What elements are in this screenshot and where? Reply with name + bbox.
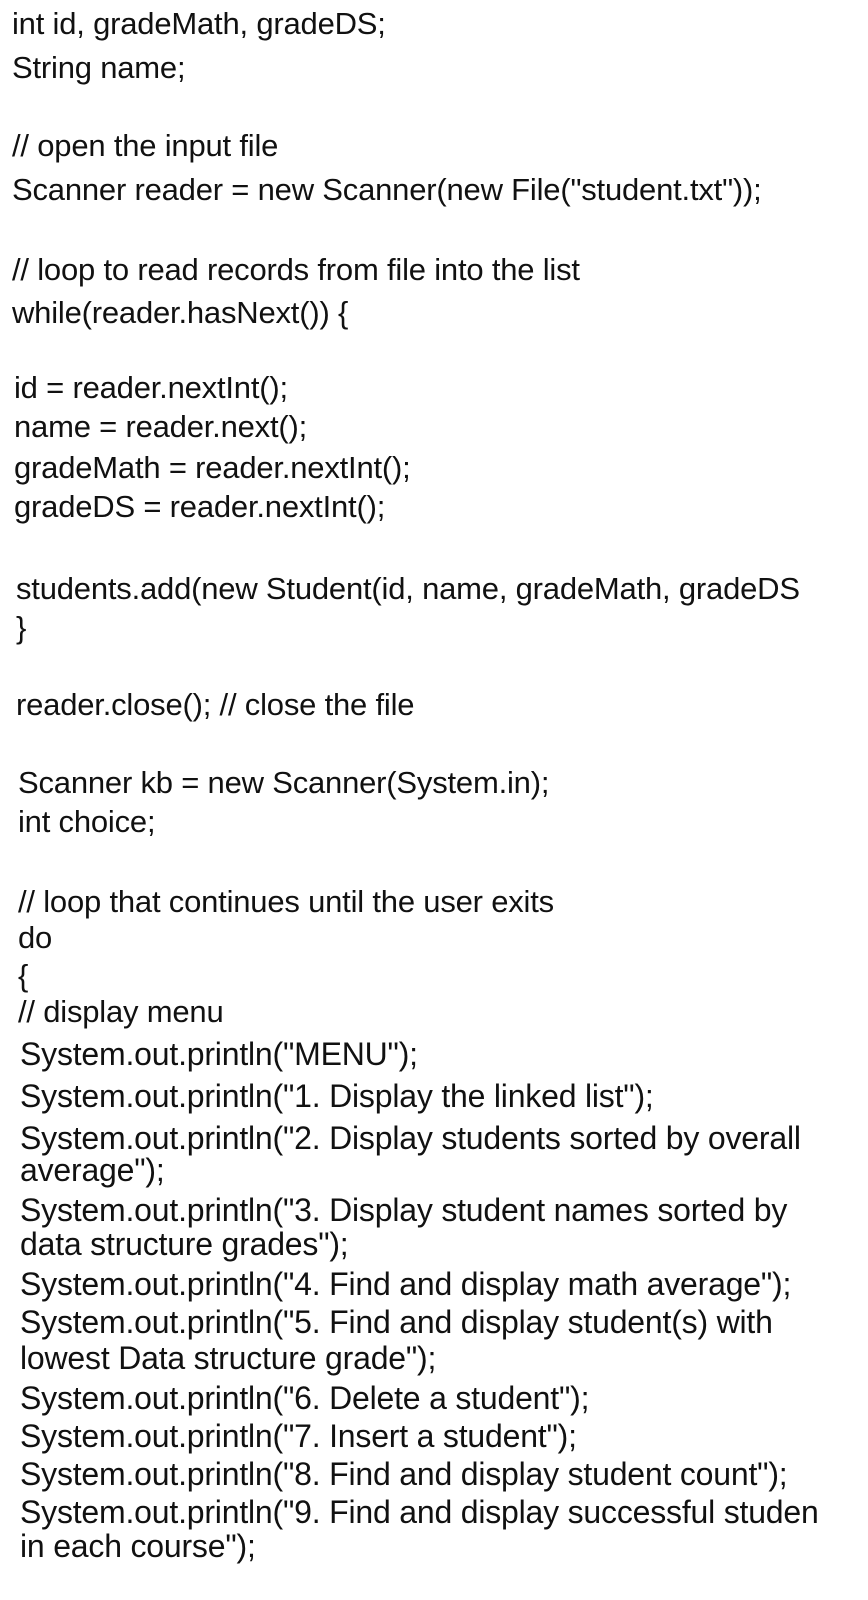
code-line: id = reader.nextInt(); bbox=[14, 370, 288, 405]
code-line: students.add(new Student(id, name, gradeMath, gradeDS bbox=[16, 571, 800, 606]
code-line: { bbox=[18, 958, 29, 993]
code-line: System.out.println("2. Display students sorted by overall bbox=[20, 1120, 801, 1156]
code-line: data structure grades"); bbox=[20, 1226, 349, 1262]
code-line: lowest Data structure grade"); bbox=[20, 1340, 437, 1376]
code-line: System.out.println("6. Delete a student"); bbox=[20, 1380, 590, 1416]
code-line: reader.close(); // close the file bbox=[16, 687, 415, 722]
code-line: System.out.println("4. Find and display math average"); bbox=[20, 1266, 792, 1302]
code-comment: // loop that continues until the user exits bbox=[18, 884, 554, 919]
code-line: System.out.println("9. Find and display successful studen bbox=[20, 1494, 819, 1530]
code-line: System.out.println("7. Insert a student"); bbox=[20, 1418, 577, 1454]
code-line: int id, gradeMath, gradeDS; bbox=[12, 6, 386, 41]
code-line: in each course"); bbox=[20, 1528, 256, 1564]
code-line: System.out.println("1. Display the linked list"); bbox=[20, 1078, 654, 1114]
code-line: gradeDS = reader.nextInt(); bbox=[14, 489, 386, 524]
code-comment: // open the input file bbox=[12, 128, 279, 163]
code-line: gradeMath = reader.nextInt(); bbox=[14, 450, 411, 485]
code-line: name = reader.next(); bbox=[14, 409, 308, 444]
code-line: System.out.println("8. Find and display student count"); bbox=[20, 1456, 788, 1492]
code-line: Scanner kb = new Scanner(System.in); bbox=[18, 765, 550, 800]
code-line: do bbox=[18, 920, 53, 955]
code-comment: // display menu bbox=[18, 994, 224, 1029]
code-line: int choice; bbox=[18, 804, 156, 839]
code-comment: // loop to read records from file into the list bbox=[12, 252, 580, 287]
code-line: System.out.println("3. Display student names sorted by bbox=[20, 1192, 788, 1228]
code-line: Scanner reader = new Scanner(new File("student.txt")); bbox=[12, 172, 762, 207]
code-line: System.out.println("5. Find and display student(s) with bbox=[20, 1304, 773, 1340]
code-line: String name; bbox=[12, 50, 186, 85]
code-line: while(reader.hasNext()) { bbox=[12, 295, 349, 330]
code-line: } bbox=[16, 610, 27, 645]
code-line: average"); bbox=[20, 1152, 165, 1188]
code-line: System.out.println("MENU"); bbox=[20, 1036, 418, 1072]
